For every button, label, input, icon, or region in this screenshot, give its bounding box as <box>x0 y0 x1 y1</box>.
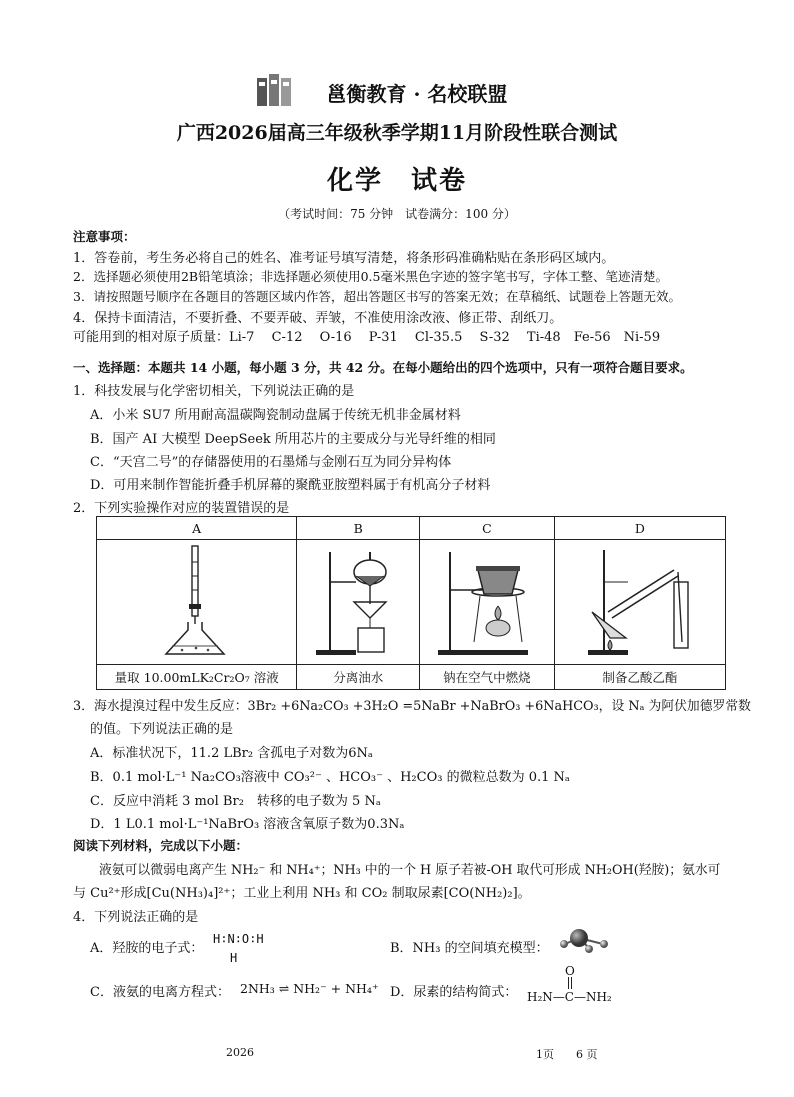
exam-title: 广西2026届高三年级秋季学期11月阶段性联合测试 <box>176 122 618 144</box>
nh3-space-filling-model <box>557 926 613 958</box>
ammonia-ionization-equation: 2NH₃ ⇌ NH₂⁻ + NH₄⁺ <box>240 981 379 996</box>
reading-paragraph: 与 Cu²⁺形成[Cu(NH₃)₄]²⁺；工业上利用 NH₃ 和 CO₂ 制取尿素[CO(NH₂)₂]。 <box>73 886 531 901</box>
reading-paragraph: 液氨可以微弱电离产生 NH₂⁻ 和 NH₄⁺；NH₃ 中的一个 H 原子若被-OH 取代可形成 NH₂OH(羟胺)；氨水可 <box>99 863 721 878</box>
hydroxylamine-lewis-h: H <box>230 951 238 965</box>
urea-oxygen: O <box>565 964 575 978</box>
apparatus-caption-b: 分离油水 <box>297 665 420 690</box>
notice-item: 2．选择题必须使用2B铅笔填涂；非选择题必须使用0.5毫米黑色字迹的签字笔书写，字体工整、笔迹清楚。 <box>73 269 668 284</box>
question-3-stem: 3．海水提溴过程中发生反应：3Br₂ +6Na₂CO₃ +3H₂O =5NaBr +NaBrO₃ +6NaHCO₃，设 Nₐ 为阿伏加德罗常数 <box>73 699 751 714</box>
apparatus-caption-d: 制备乙酸乙酯 <box>554 665 725 690</box>
brand-name: 邕衡教育 · 名校联盟 <box>326 82 508 106</box>
question-1-option: C．“天宫二号”的存储器使用的石墨烯与金刚石互为同分异构体 <box>90 455 452 470</box>
ester-distillation-diagram <box>554 540 725 665</box>
question-3-option: C．反应中消耗 3 mol Br₂ 转移的电子数为 5 Nₐ <box>90 794 381 809</box>
apparatus-col-b: B <box>297 517 420 540</box>
question-4-stem: 4．下列说法正确的是 <box>73 910 199 925</box>
reading-heading: 阅读下列材料，完成以下小题： <box>73 838 249 853</box>
subject-title: 化学 试卷 <box>326 166 467 196</box>
question-4-option-d: D．尿素的结构简式： <box>390 985 518 1000</box>
question-4-option-c: C．液氨的电离方程式： <box>90 985 230 1000</box>
notice-item: 4．保持卡面清洁，不要折叠、不要弄破、弄皱，不准使用涂改液、修正带、刮纸刀。 <box>73 311 563 326</box>
urea-double-bond-1 <box>568 977 570 989</box>
hydroxylamine-lewis: H∶N∶O∶H <box>213 932 264 946</box>
apparatus-caption-a: 量取 10.00mLK₂Cr₂O₇ 溶液 <box>97 665 297 690</box>
question-1-option: B．国产 AI 大模型 DeepSeek 所用芯片的主要成分与光导纤维的相同 <box>90 432 496 447</box>
notice-heading: 注意事项： <box>73 229 136 244</box>
question-3-option: D．1 L0.1 mol·L⁻¹NaBrO₃ 溶液含氧原子数为0.3Nₐ <box>90 817 405 832</box>
question-2-stem: 2．下列实验操作对应的装置错误的是 <box>73 501 290 516</box>
question-4-option-b: B．NH₃ 的空间填充模型： <box>390 941 549 956</box>
question-1-stem: 1．科技发展与化学密切相关，下列说法正确的是 <box>73 384 355 399</box>
question-3-option: A．标准状况下，11.2 LBr₂ 含孤电子对数为6Nₐ <box>90 746 373 761</box>
apparatus-col-d: D <box>554 517 725 540</box>
burette-flask-diagram <box>97 540 297 665</box>
apparatus-col-c: C <box>420 517 555 540</box>
exam-time-info: （考试时间：75 分钟 试卷满分：100 分） <box>278 207 516 221</box>
atomic-masses: 可能用到的相对原子质量：Li-7 C-12 O-16 P-31 Cl-35.5 S-32 Ti-48 Fe-56 Ni-59 <box>73 330 661 345</box>
notice-item: 1．答卷前，考生务必将自己的姓名、准考证号填写清楚，将条形码准确粘贴在条形码区域内。 <box>73 251 615 266</box>
urea-structure: H₂N—C—NH₂ <box>527 990 612 1004</box>
section-heading: 一、选择题：本题共 14 小题，每小题 3 分，共 42 分。在每小题给出的四个选项中，只有一项符合题目要求。 <box>73 360 693 375</box>
urea-double-bond-2 <box>571 977 573 989</box>
question-1-option: D．可用来制作智能折叠手机屏幕的聚酰亚胺塑料属于有机高分子材料 <box>90 478 491 493</box>
question-3-stem-cont: 的值。下列说法正确的是 <box>90 722 234 737</box>
question-3-option: B．0.1 mol·L⁻¹ Na₂CO₃溶液中 CO₃²⁻ 、HCO₃⁻ 、H₂CO₃ 的微粒总数为 0.1 Nₐ <box>90 770 570 785</box>
footer-page: 1页 6 页 <box>536 1048 598 1061</box>
apparatus-caption-c: 钠在空气中燃烧 <box>420 665 555 690</box>
apparatus-table <box>96 516 726 690</box>
footer-year: 2026 <box>226 1046 254 1059</box>
question-1-option: A．小米 SU7 所用耐高温碳陶瓷制动盘属于传统无机非金属材料 <box>90 408 461 423</box>
notice-item: 3．请按照题号顺序在各题目的答题区域内作答，超出答题区书写的答案无效；在草稿纸、试题卷上答题无效。 <box>73 289 681 304</box>
separatory-funnel-diagram <box>297 540 420 665</box>
question-4-option-a: A．羟胺的电子式： <box>90 941 204 956</box>
apparatus-col-a: A <box>97 517 297 540</box>
crucible-burner-diagram <box>420 540 555 665</box>
